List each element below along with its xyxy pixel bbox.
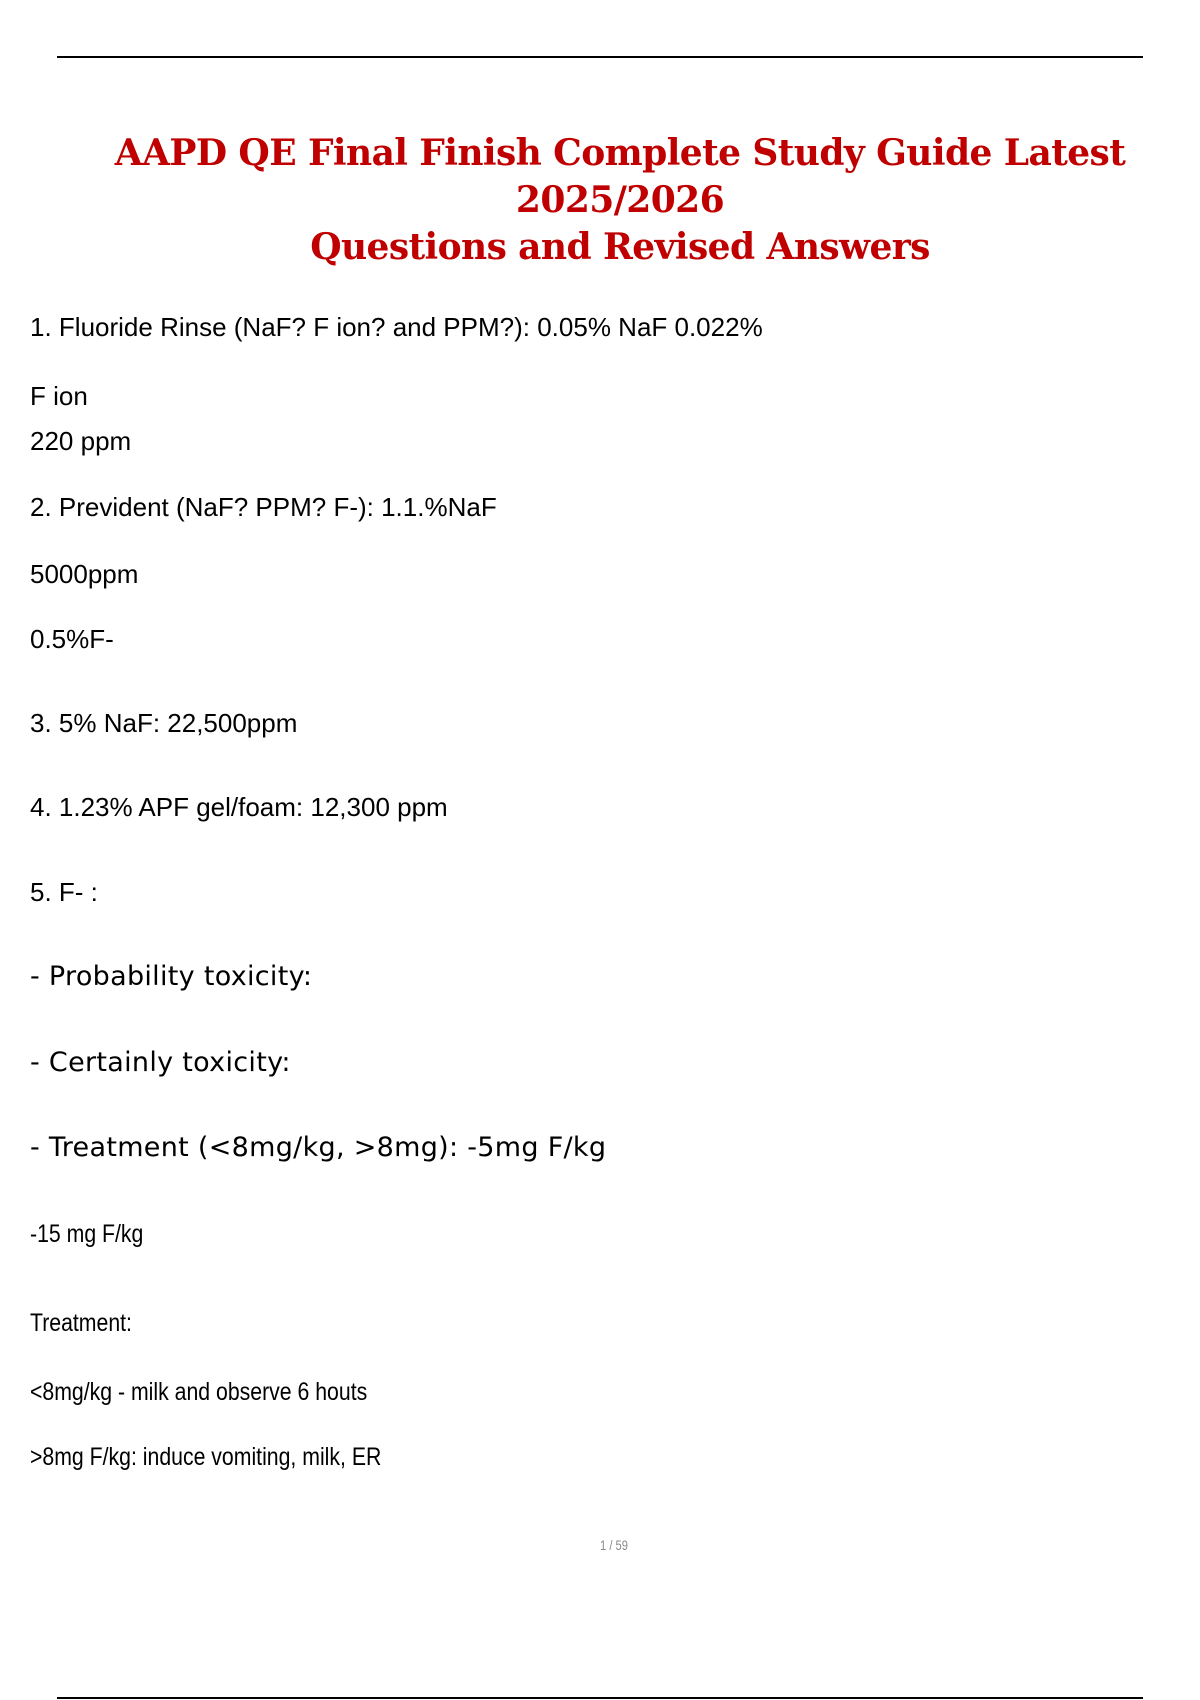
question-1-answer-line-3: 220 ppm (30, 426, 132, 456)
answer-15mg: -15 mg F/kg (30, 1220, 144, 1248)
document-title (40, 130, 1200, 271)
bottom-rule (57, 1697, 1143, 1699)
top-rule (57, 56, 1143, 58)
question-2-answer-line-2: 5000ppm (30, 559, 139, 589)
question-2-answer-line-3: 0.5%F- (30, 624, 114, 654)
question-2: 2. Prevident (NaF? PPM? F-): 1.1.%NaF (30, 492, 497, 522)
question-5: 5. F- : (30, 877, 98, 907)
question-3: 3. 5% NaF: 22,500ppm (30, 708, 298, 738)
page-number: 1 / 59 (599, 1537, 629, 1553)
question-1: 1. Fluoride Rinse (NaF? F ion? and PPM?): 0.05% NaF 0.022% (30, 312, 763, 342)
title-line-1: AAPD QE Final Finish Complete Study Guide Latest 2025/2026 (114, 132, 1126, 221)
question-1-answer-line-2: F ion (30, 381, 88, 411)
bullet-probability-toxicity: - Probability toxicity: (30, 961, 313, 992)
bullet-treatment: - Treatment (<8mg/kg, >8mg): -5mg F/kg (30, 1132, 607, 1163)
treatment-under-8mg: <8mg/kg - milk and observe 6 houts (30, 1378, 368, 1406)
bullet-certainly-toxicity: - Certainly toxicity: (30, 1047, 291, 1078)
treatment-over-8mg: >8mg F/kg: induce vomiting, milk, ER (30, 1443, 382, 1471)
treatment-label: Treatment: (30, 1309, 132, 1337)
question-4: 4. 1.23% APF gel/foam: 12,300 ppm (30, 792, 448, 822)
title-line-2: Questions and Revised Answers (310, 226, 930, 268)
